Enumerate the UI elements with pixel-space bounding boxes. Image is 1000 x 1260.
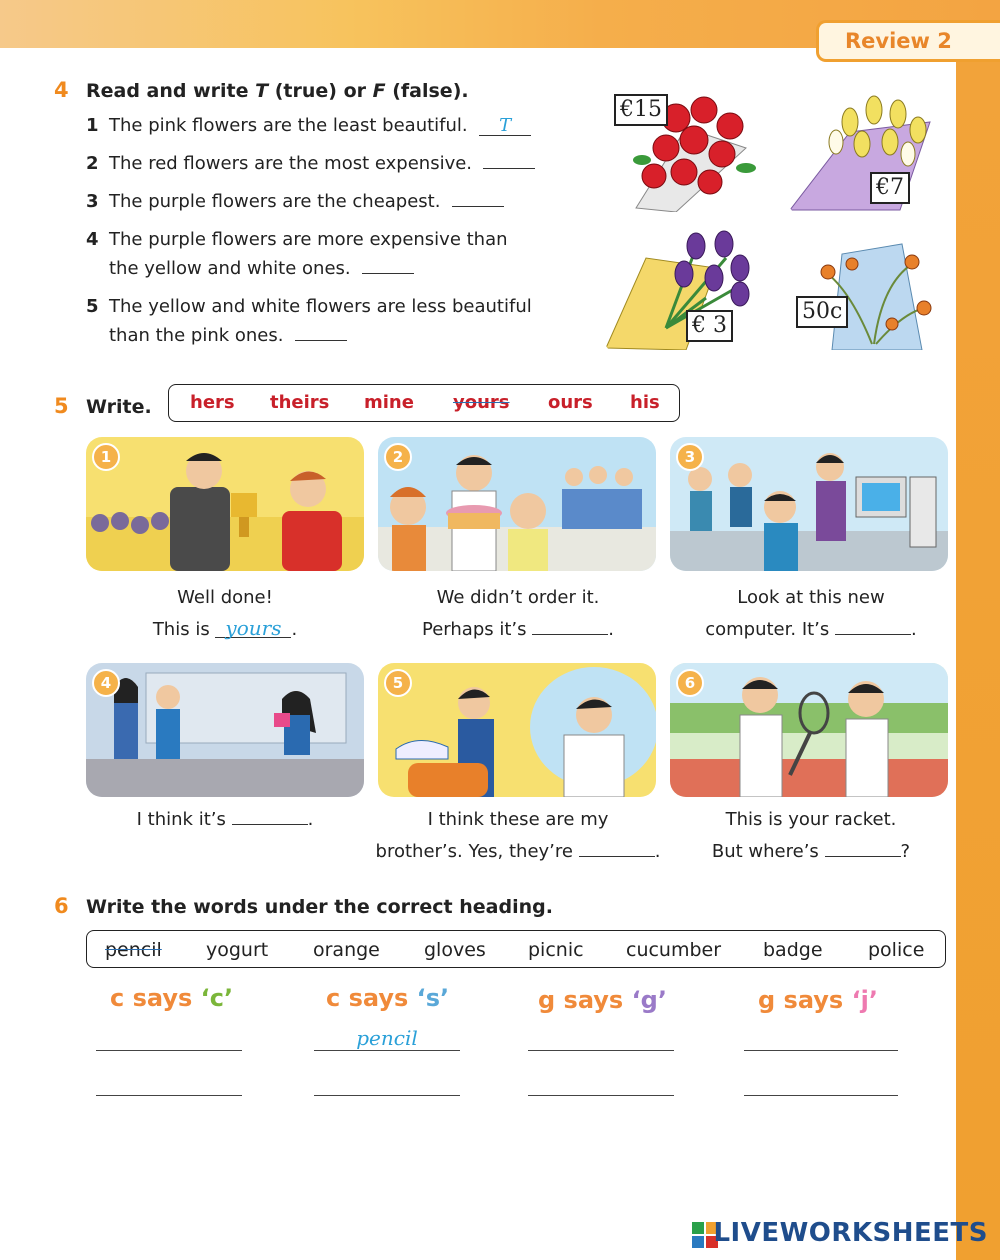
answer-blank-p5[interactable] — [579, 838, 655, 857]
caption-line: This is your racket. — [725, 809, 897, 830]
caption-pre: brother’s. Yes, they’re — [375, 841, 573, 862]
section-4-title: Read and write T (true) or F (false). — [86, 80, 469, 102]
answer-blank-p1[interactable]: yours — [215, 619, 291, 638]
word-pencil-used: pencil — [105, 939, 162, 961]
caption-line: We didn’t order it. — [436, 587, 600, 608]
panel-3-computer — [670, 437, 948, 571]
word-box-pronouns — [168, 384, 680, 422]
section-5-title: Write. — [86, 396, 152, 418]
word-picnic: picnic — [528, 939, 584, 961]
price-tag-15: €15 — [614, 94, 668, 126]
answer-blank-p6[interactable] — [825, 838, 901, 857]
panel-number: 2 — [384, 443, 412, 471]
word-his: his — [630, 392, 660, 413]
item-number: 3 — [86, 191, 99, 212]
word-badge: badge — [763, 939, 823, 961]
item-text: The red flowers are the most expensive. — [109, 153, 473, 174]
heading-sound: ‘g’ — [631, 986, 667, 1014]
heading-g-says-j — [758, 986, 878, 1014]
word-orange: orange — [313, 939, 380, 961]
panel-number: 5 — [384, 669, 412, 697]
word-cucumber: cucumber — [626, 939, 722, 961]
panel-2-cake — [378, 437, 656, 571]
answer-line-j-2[interactable] — [744, 1095, 898, 1096]
caption-4 — [75, 804, 375, 836]
answer-line-s-2[interactable] — [314, 1095, 460, 1096]
answer-blank-p4[interactable] — [232, 806, 308, 825]
section-5-number: 5 — [54, 394, 69, 418]
heading-text: c says — [326, 984, 417, 1012]
review-tab: Review 2 — [816, 20, 1000, 62]
word-gloves: gloves — [424, 939, 486, 961]
item-text: The pink flowers are the least beautiful. — [109, 115, 468, 136]
panel-5-shoes — [378, 663, 656, 797]
caption-post: ? — [900, 841, 911, 862]
item-text: The yellow and white flowers are less beautiful — [109, 296, 532, 317]
item-text: The purple flowers are more expensive than — [109, 229, 508, 250]
caption-post: . — [654, 841, 661, 862]
answer-blank-2[interactable] — [483, 150, 535, 169]
caption-5 — [368, 804, 668, 868]
panel-4-school — [86, 663, 364, 797]
word-box-sounds — [86, 930, 946, 968]
word-mine: mine — [364, 392, 414, 413]
caption-pre: I think it’s — [136, 809, 226, 830]
price-tag-50c: 50c — [796, 296, 848, 328]
price-tag-7: €7 — [870, 172, 910, 204]
word-yogurt: yogurt — [206, 939, 269, 961]
caption-line: Look at this new — [737, 587, 885, 608]
heading-c-says-c — [110, 984, 233, 1012]
panel-number: 6 — [676, 669, 704, 697]
panel-1-trophy — [86, 437, 364, 571]
word-ours: ours — [548, 392, 593, 413]
panel-6-tennis — [670, 663, 948, 797]
answer-line-c-2[interactable] — [96, 1095, 242, 1096]
price-tag-3: € 3 — [686, 310, 733, 342]
answer-pencil-example[interactable]: pencil — [356, 1026, 418, 1050]
answer-line-g-2[interactable] — [528, 1095, 674, 1096]
answer-blank-1[interactable]: T — [479, 117, 531, 136]
item-number: 2 — [86, 153, 99, 174]
item-text: The purple flowers are the cheapest. — [109, 191, 441, 212]
word-yours-used: yours — [453, 392, 510, 413]
answer-blank-p2[interactable] — [532, 616, 608, 635]
heading-text: g says — [538, 986, 632, 1014]
pink-flowers-illustration — [792, 234, 940, 350]
word-hers: hers — [190, 392, 235, 413]
caption-pre: This is — [152, 619, 210, 640]
answer-line-g-1[interactable] — [528, 1050, 674, 1051]
answer-blank-4[interactable] — [362, 255, 414, 274]
caption-post: . — [307, 809, 314, 830]
liveworksheets-brand: LIVEWORKSHEETS — [713, 1218, 988, 1248]
caption-post: . — [608, 619, 614, 640]
heading-sound: ‘c’ — [200, 984, 234, 1012]
heading-g-says-g — [538, 986, 667, 1014]
panel-number: 3 — [676, 443, 704, 471]
panel-number: 4 — [92, 669, 120, 697]
yellow-white-flowers-illustration — [790, 92, 940, 212]
caption-pre: Perhaps it’s — [422, 619, 527, 640]
answer-blank-5[interactable] — [295, 322, 347, 341]
section-6-title: Write the words under the correct heading. — [86, 896, 553, 918]
heading-c-says-s — [326, 984, 449, 1012]
section-4-number: 4 — [54, 78, 69, 102]
answer-line-c-1[interactable] — [96, 1050, 242, 1051]
caption-2 — [368, 582, 668, 646]
answer-line-j-1[interactable] — [744, 1050, 898, 1051]
caption-post: . — [291, 619, 298, 640]
heading-text: g says — [758, 986, 852, 1014]
heading-sound: ‘s’ — [416, 984, 450, 1012]
caption-3 — [661, 582, 961, 646]
answer-blank-3[interactable] — [452, 188, 504, 207]
purple-tulips-illustration — [606, 228, 766, 350]
item-number: 4 — [86, 229, 99, 250]
panel-number: 1 — [92, 443, 120, 471]
red-roses-illustration — [606, 88, 766, 212]
heading-sound: ‘j’ — [851, 986, 879, 1014]
caption-6 — [661, 804, 961, 868]
item-text-2: the yellow and white ones. — [109, 258, 351, 279]
item-number: 1 — [86, 115, 99, 136]
caption-1 — [75, 582, 375, 646]
item-number: 5 — [86, 296, 99, 317]
word-theirs: theirs — [270, 392, 330, 413]
section-6-number: 6 — [54, 894, 69, 918]
item-text-2: than the pink ones. — [109, 325, 284, 346]
heading-text: c says — [110, 984, 201, 1012]
caption-line: I think these are my — [427, 809, 609, 830]
caption-post: . — [911, 619, 917, 640]
caption-line: Well done! — [177, 587, 273, 608]
side-banner — [956, 48, 1000, 1260]
word-police: police — [868, 939, 925, 961]
caption-pre: computer. It’s — [705, 619, 830, 640]
caption-pre: But where’s — [711, 841, 819, 862]
answer-line-s-1[interactable] — [314, 1050, 460, 1051]
answer-blank-p3[interactable] — [835, 616, 911, 635]
